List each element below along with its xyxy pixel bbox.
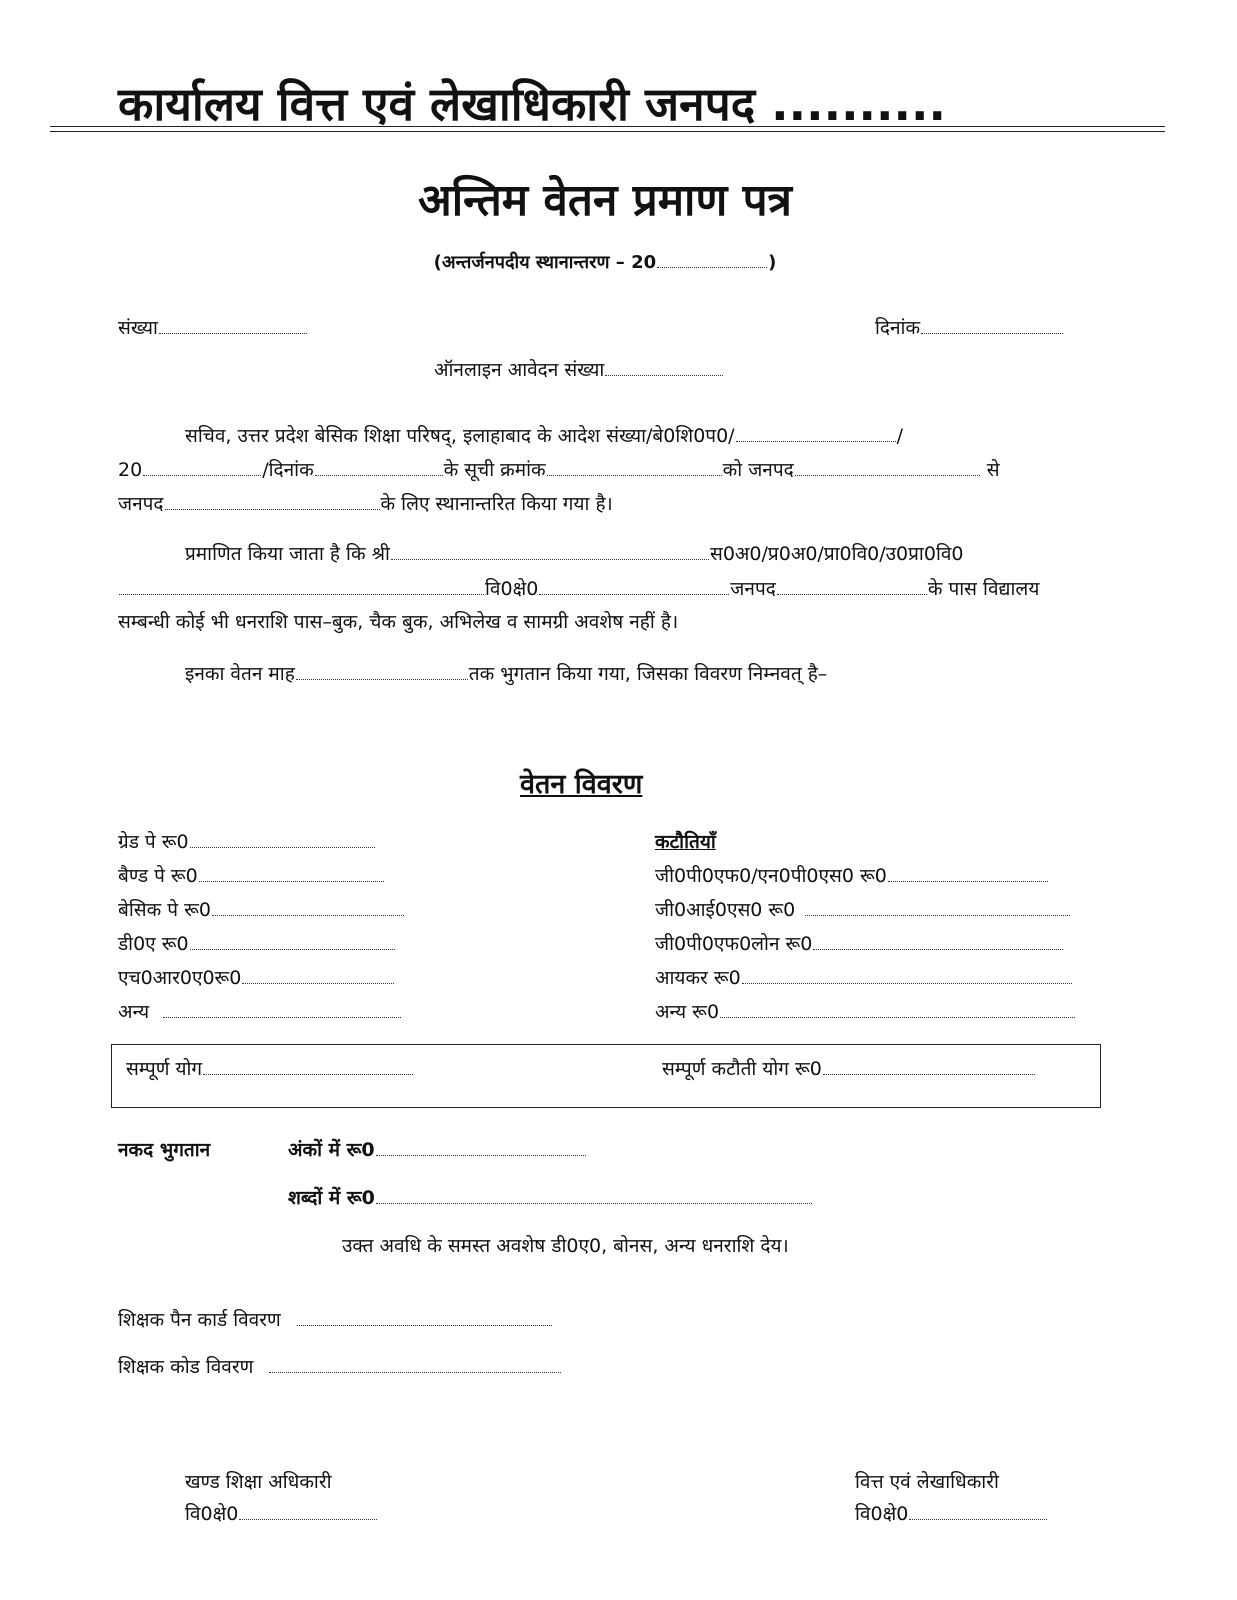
para1-line3 xyxy=(118,490,613,516)
para1-line1 xyxy=(185,422,903,448)
header-rule-top xyxy=(50,126,1165,127)
right-signatory-title: वित्त एवं लेखाधिकारी xyxy=(855,1471,999,1493)
left-block-label: वि0क्षे0 xyxy=(185,1503,239,1525)
from-district-blank[interactable] xyxy=(165,508,380,510)
deduction-label: अन्य रू0 xyxy=(655,1001,720,1023)
text: के सूची क्रमांक xyxy=(443,459,546,481)
para2-line2 xyxy=(118,575,1039,601)
right-block-label: वि0क्षे0 xyxy=(855,1503,909,1525)
earning-label: बैण्ड पे रू0 xyxy=(118,865,198,887)
text: के लिए स्थानान्तरित किया गया है। xyxy=(380,493,613,515)
deduction-label: जी0आई0एस0 रू0 xyxy=(655,899,796,921)
code-blank[interactable] xyxy=(269,1371,561,1373)
number-label: संख्या xyxy=(118,317,158,339)
figures-label: अंकों में रू0 xyxy=(288,1139,375,1161)
earning-blank[interactable] xyxy=(163,1016,401,1018)
text: प्रमाणित किया जाता है कि श्री xyxy=(185,543,390,565)
pan-field xyxy=(118,1306,553,1332)
deduction-row xyxy=(655,896,1071,922)
total-deduction-label: सम्पूर्ण कटौती योग रू0 xyxy=(662,1058,822,1080)
earning-row xyxy=(118,998,402,1024)
deduction-row xyxy=(655,998,1076,1024)
total-deduction-blank[interactable] xyxy=(823,1073,1035,1075)
right-block-blank[interactable] xyxy=(909,1518,1047,1520)
earning-label: डी0ए रू0 xyxy=(118,933,189,955)
code-label: शिक्षक कोड विवरण xyxy=(118,1356,254,1378)
earning-blank[interactable] xyxy=(199,880,384,882)
text: के पास विद्यालय xyxy=(927,578,1040,600)
office-title: कार्यालय वित्त एवं लेखाधिकारी जनपद .......... xyxy=(118,77,946,131)
earning-label: एच0आर0ए0रू0 xyxy=(118,967,242,989)
pan-blank[interactable] xyxy=(297,1324,552,1326)
words-field xyxy=(288,1184,813,1210)
deduction-row xyxy=(655,862,1049,888)
deduction-blank[interactable] xyxy=(742,982,1072,984)
deduction-label: जी0पी0एफ0/एन0पी0एस0 रू0 xyxy=(655,865,887,887)
figures-blank[interactable] xyxy=(376,1154,586,1156)
earning-blank[interactable] xyxy=(242,982,394,984)
text: जनपद xyxy=(118,493,164,515)
certificate-title: अन्तिम वेतन प्रमाण पत्र xyxy=(418,175,792,226)
school-blank[interactable] xyxy=(119,593,484,595)
text: वि0क्षे0 xyxy=(485,578,539,600)
left-signatory-title: खण्ड शिक्षा अधिकारी xyxy=(185,1471,332,1493)
list-number-blank[interactable] xyxy=(547,474,722,476)
earning-row xyxy=(118,896,405,922)
text: को जनपद xyxy=(722,459,794,481)
salary-heading: वेतन विवरण xyxy=(520,769,643,800)
text: तक भुगतान किया गया, जिसका विवरण निम्नवत् है– xyxy=(468,663,828,685)
deductions-heading: कटौतियाँ xyxy=(655,831,716,853)
block-blank[interactable] xyxy=(539,593,729,595)
pan-label: शिक्षक पैन कार्ड विवरण xyxy=(118,1309,281,1331)
earning-row xyxy=(118,930,396,956)
figures-field xyxy=(288,1136,587,1162)
para3 xyxy=(185,660,827,686)
text: से xyxy=(986,459,1000,481)
earning-row xyxy=(118,862,385,888)
text: स0अ0/प्र0अ0/प्रा0वि0/उ0प्रा0वि0 xyxy=(709,543,964,565)
para2-line1 xyxy=(185,540,964,566)
para1-line2 xyxy=(118,456,1000,482)
deduction-label: जी0पी0एफ0लोन रू0 xyxy=(655,933,813,955)
online-blank[interactable] xyxy=(605,374,723,376)
order-date-blank[interactable] xyxy=(315,474,443,476)
online-application-field xyxy=(434,356,724,382)
text: /दिनांक xyxy=(262,459,314,481)
left-signatory-block xyxy=(185,1500,378,1526)
totals-box xyxy=(111,1044,1101,1108)
to-district-blank[interactable] xyxy=(795,474,980,476)
text: 20 xyxy=(118,459,143,481)
total-field xyxy=(126,1055,414,1081)
deduction-blank[interactable] xyxy=(720,1016,1075,1018)
online-label: ऑनलाइन आवेदन संख्या xyxy=(434,359,605,381)
year-blank[interactable] xyxy=(143,474,261,476)
text: इनका वेतन माह xyxy=(185,663,295,685)
earning-blank[interactable] xyxy=(212,914,404,916)
text: सचिव, उत्तर प्रदेश बेसिक शिक्षा परिषद्, इलाहाबाद के आदेश संख्या/बे0शि0प0/ xyxy=(185,425,735,447)
deduction-row xyxy=(655,964,1073,990)
subtitle-suffix: ) xyxy=(768,252,777,273)
date-label: दिनांक xyxy=(875,317,921,339)
earning-row xyxy=(118,964,395,990)
left-block-blank[interactable] xyxy=(239,1518,377,1520)
total-label: सम्पूर्ण योग xyxy=(126,1058,203,1080)
district-blank[interactable] xyxy=(777,593,927,595)
right-signatory-block xyxy=(855,1500,1048,1526)
total-deduction-field xyxy=(662,1055,1036,1081)
header-rule-bottom xyxy=(50,131,1165,132)
cash-payment-label: नकद भुगतान xyxy=(118,1139,211,1161)
earning-label: अन्य xyxy=(118,1001,150,1023)
deduction-label: आयकर रू0 xyxy=(655,967,741,989)
subtitle-prefix: (अन्तर्जनपदीय स्थानान्तरण – 20 xyxy=(433,252,657,273)
date-blank[interactable] xyxy=(921,332,1063,334)
earning-blank[interactable] xyxy=(190,846,375,848)
deduction-blank[interactable] xyxy=(888,880,1048,882)
month-blank[interactable] xyxy=(296,678,468,680)
number-field xyxy=(118,314,308,340)
earning-label: ग्रेड पे रू0 xyxy=(118,831,189,853)
earning-label: बेसिक पे रू0 xyxy=(118,899,211,921)
text: / xyxy=(896,425,903,447)
words-blank[interactable] xyxy=(376,1202,812,1204)
total-blank[interactable] xyxy=(203,1073,413,1075)
para2-line3: सम्बन्धी कोई भी धनराशि पास–बुक, चैक बुक, अभिलेख व सामग्री अवशेष नहीं है। xyxy=(118,611,679,633)
deduction-blank[interactable] xyxy=(813,948,1063,950)
number-blank[interactable] xyxy=(159,332,307,334)
earning-blank[interactable] xyxy=(190,948,395,950)
teacher-name-blank[interactable] xyxy=(391,558,709,560)
words-label: शब्दों में रू0 xyxy=(288,1187,375,1209)
text: जनपद xyxy=(730,578,776,600)
order-blank[interactable] xyxy=(736,440,896,442)
earning-row xyxy=(118,828,376,854)
deduction-blank[interactable] xyxy=(805,914,1070,916)
arrears-note: उक्त अवधि के समस्त अवशेष डी0ए0, बोनस, अन्य धनराशि देय। xyxy=(342,1235,789,1257)
certificate-subtitle xyxy=(0,250,1210,274)
deduction-row xyxy=(655,930,1064,956)
date-field xyxy=(875,314,1064,340)
teacher-code-field xyxy=(118,1353,562,1379)
year-blank[interactable] xyxy=(657,266,767,268)
